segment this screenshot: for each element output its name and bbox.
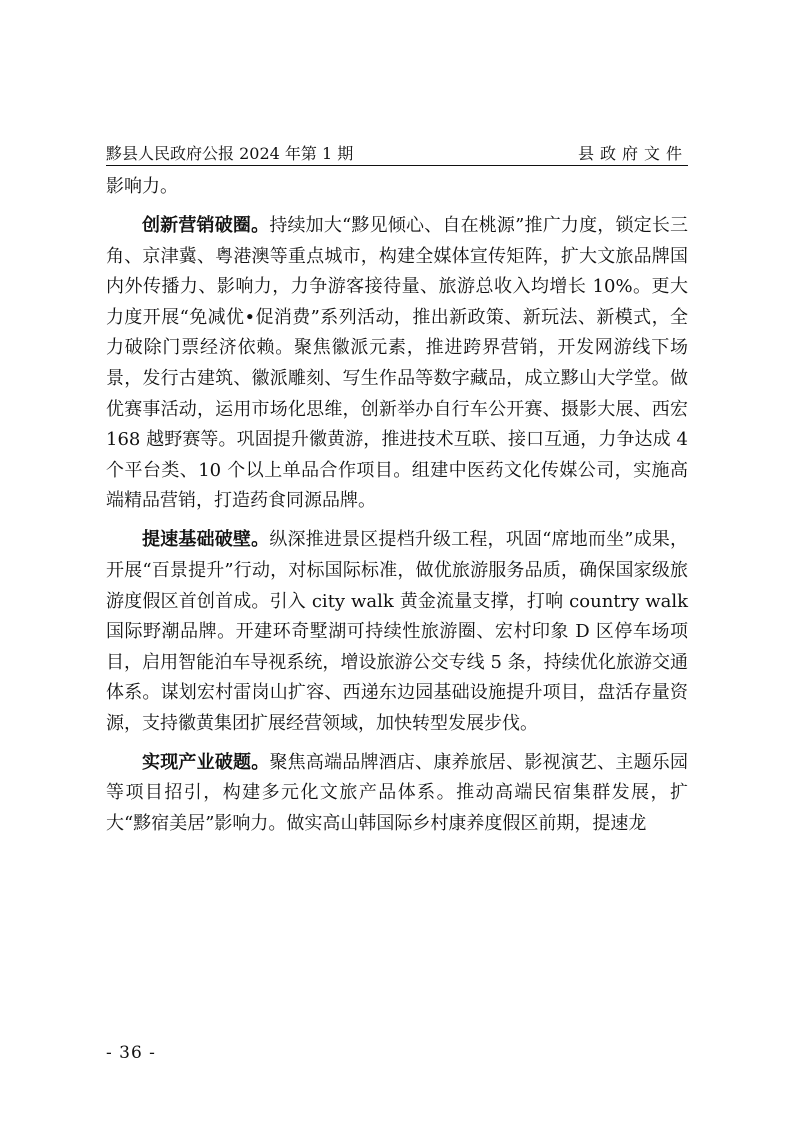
paragraph-heading: 创新营销破圈。 xyxy=(142,214,270,236)
running-header xyxy=(106,141,688,164)
document-body xyxy=(106,172,688,840)
paragraph-text: 纵深推进景区提档升级工程，巩固“席地而坐”成果，开展“百景提升”行动，对标国际标准，做优旅游服务品质，确保国家级旅游度假区首创首成。引入 city walk 黄金流量支撑，打响 country walk 国际野潮品牌。开建环奇墅湖可持续性旅游圈、宏村印象 D 区停车场项目，启用智能泊车导视系统，增设旅游公交专线 5 条，持续优化旅游交通体系。谋划宏村雷岗山扩容、西递东边园基础设施提升项目，盘活存量资源，支持徽黄集团扩展经营领域，加快转型发展步伐。 xyxy=(106,529,689,734)
paragraph-text: 持续加大“黟见倾心、自在桃源”推广力度，锁定长三角、京津冀、粤港澳等重点城市，构建全媒体宣传矩阵，扩大文旅品牌国内外传播力、影响力，力争游客接待量、旅游总收入均增长 10%。更大力度开展“免减优•促消费”系列活动，推出新政策、新玩法、新模式，全力破除门票经济依赖。聚焦徽派元素，推进跨界营销，开发网游线下场景，发行古建筑、徽派雕刻、写生作品等数字藏品，成立黟山大学堂。做优赛事活动，运用市场化思维，创新举办自行车公开赛、摄影大展、西宏 168 越野赛等。巩固提升徽黄游，推进技术互联、接口互通，力争达成 4 个平台类、10 个以上单品合作项目。组建中医药文化传媒公司，实施高端精品营销，打造药食同源品牌。 xyxy=(106,214,689,512)
paragraph-infrastructure xyxy=(106,525,688,739)
continued-text: 影响力。 xyxy=(106,176,178,197)
paragraph-text: 聚焦高端品牌酒店、康养旅居、影视演艺、主题乐园等项目招引，构建多元化文旅产品体系。推动高端民宿集群发展，扩大“黟宿美居”影响力。做实高山韩国际乡村康养度假区前期，提速龙 xyxy=(106,751,689,835)
header-divider xyxy=(106,165,688,166)
paragraph-heading: 提速基础破壁。 xyxy=(142,529,270,551)
page-number: - 36 - xyxy=(106,1043,156,1063)
header-publication-title: 黟县人民政府公报 2024 年第 1 期 xyxy=(106,144,354,163)
paragraph-heading: 实现产业破题。 xyxy=(142,751,270,773)
header-section-title: 县政府文件 xyxy=(577,144,688,163)
paragraph-industry xyxy=(106,748,688,840)
paragraph-marketing xyxy=(106,211,688,517)
